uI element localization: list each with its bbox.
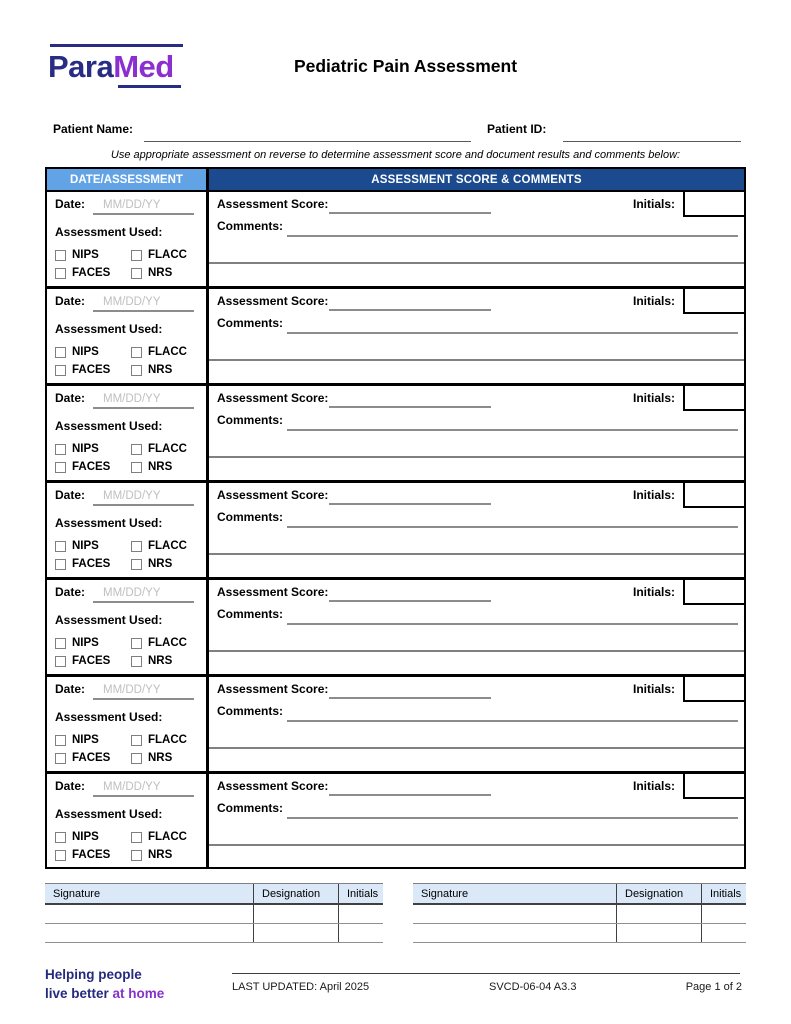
checkbox-flacc-label: FLACC	[148, 540, 187, 552]
page-title: Pediatric Pain Assessment	[293, 56, 518, 76]
checkbox-faces[interactable]	[55, 557, 110, 571]
instruction-text: Use appropriate assessment on reverse to determine assessment score and document results and comments below:	[110, 149, 681, 161]
checkbox-nrs-label: NRS	[148, 558, 173, 570]
assessment-score-label: Assessment Score:	[217, 391, 329, 405]
date-placeholder: MM/DD/YY	[103, 296, 161, 308]
initials-cell[interactable]	[338, 905, 383, 923]
date-label: Date:	[55, 197, 86, 211]
checkbox-nips[interactable]	[55, 539, 99, 553]
signature-table-header	[413, 883, 746, 905]
checkbox-flacc-label: FLACC	[148, 831, 187, 843]
checkbox-nrs[interactable]	[131, 363, 172, 377]
patient-name-field[interactable]	[144, 124, 471, 142]
date-label: Date:	[55, 779, 86, 793]
logo-text-para: Para	[48, 49, 114, 84]
assessment-used-label: Assessment Used:	[55, 516, 163, 530]
checkbox-icon[interactable]	[131, 541, 142, 552]
initials-field[interactable]	[683, 386, 744, 411]
comments-label: Comments:	[217, 510, 284, 524]
initials-label: Initials:	[632, 294, 675, 308]
checkbox-faces-label: FACES	[72, 849, 111, 861]
score-comments-cell	[209, 483, 744, 577]
comments-extra-line	[209, 359, 744, 361]
checkbox-icon[interactable]	[131, 444, 142, 455]
initials-label: Initials:	[632, 585, 675, 599]
checkbox-flacc[interactable]	[131, 345, 187, 359]
tagline	[45, 965, 164, 1003]
date-placeholder: MM/DD/YY	[103, 684, 161, 696]
checkbox-icon[interactable]	[55, 268, 66, 279]
initials-field[interactable]	[683, 483, 744, 508]
assessment-row	[47, 386, 744, 483]
checkbox-nrs[interactable]	[131, 848, 172, 862]
tagline-line1: Helping people	[45, 967, 142, 982]
patient-id-field[interactable]	[563, 124, 741, 142]
checkbox-flacc[interactable]	[131, 442, 187, 456]
assessment-score-field[interactable]	[329, 388, 491, 408]
checkbox-nrs[interactable]	[131, 266, 172, 280]
assessment-score-field[interactable]	[329, 776, 491, 796]
checkbox-nrs-label: NRS	[148, 267, 173, 279]
checkbox-faces-label: FACES	[72, 655, 111, 667]
checkbox-faces[interactable]	[55, 848, 110, 862]
assessment-row	[47, 289, 744, 386]
comments-field[interactable]	[287, 701, 738, 722]
assessment-score-label: Assessment Score:	[217, 197, 329, 211]
initials-field[interactable]	[683, 192, 744, 217]
date-label: Date:	[55, 294, 86, 308]
assessment-score-label: Assessment Score:	[217, 585, 329, 599]
score-comments-cell	[209, 289, 744, 383]
checkbox-nrs-label: NRS	[148, 364, 173, 376]
signature-row	[45, 905, 383, 924]
assessment-used-label: Assessment Used:	[55, 419, 163, 433]
checkbox-icon[interactable]	[131, 559, 142, 570]
comments-label: Comments:	[217, 704, 284, 718]
checkbox-icon[interactable]	[55, 462, 66, 473]
checkbox-icon[interactable]	[131, 735, 142, 746]
tagline-line2	[45, 984, 164, 1003]
date-field[interactable]	[93, 679, 194, 700]
assessment-score-label: Assessment Score:	[217, 682, 329, 696]
signature-table-header	[45, 883, 383, 905]
initials-column-header: Initials	[338, 884, 383, 903]
checkbox-faces[interactable]	[55, 363, 110, 377]
comments-label: Comments:	[217, 801, 284, 815]
comments-field[interactable]	[287, 313, 738, 334]
initials-label: Initials:	[632, 779, 675, 793]
checkbox-nips[interactable]	[55, 345, 99, 359]
checkbox-nrs-label: NRS	[148, 461, 173, 473]
patient-id-label: Patient ID:	[487, 122, 547, 136]
checkbox-nrs[interactable]	[131, 751, 172, 765]
initials-label: Initials:	[632, 197, 675, 211]
date-placeholder: MM/DD/YY	[103, 587, 161, 599]
date-field[interactable]	[93, 485, 194, 506]
signature-column-header: Signature	[53, 887, 101, 900]
date-field[interactable]	[93, 194, 194, 215]
signature-table-right	[413, 883, 746, 943]
checkbox-nrs[interactable]	[131, 557, 172, 571]
checkbox-flacc-label: FLACC	[148, 734, 187, 746]
comments-extra-line	[209, 456, 744, 458]
date-placeholder: MM/DD/YY	[103, 781, 161, 793]
checkbox-icon[interactable]	[55, 735, 66, 746]
initials-cell[interactable]	[701, 924, 746, 942]
date-assessment-cell	[47, 386, 209, 480]
checkbox-faces-label: FACES	[72, 558, 111, 570]
footer-last-updated: LAST UPDATED: April 2025	[232, 981, 370, 993]
assessment-row	[47, 192, 744, 289]
checkbox-icon[interactable]	[55, 541, 66, 552]
signature-table	[45, 883, 383, 943]
assessment-row	[47, 580, 744, 677]
date-assessment-cell	[47, 580, 209, 674]
checkbox-flacc[interactable]	[131, 636, 187, 650]
checkbox-nips[interactable]	[55, 442, 99, 456]
assessment-used-label: Assessment Used:	[55, 807, 163, 821]
checkbox-icon[interactable]	[131, 268, 142, 279]
designation-cell[interactable]	[253, 924, 338, 942]
date-label: Date:	[55, 488, 86, 502]
checkbox-faces-label: FACES	[72, 461, 111, 473]
checkbox-flacc[interactable]	[131, 248, 187, 262]
checkbox-flacc[interactable]	[131, 733, 187, 747]
checkbox-flacc[interactable]	[131, 539, 187, 553]
checkbox-icon[interactable]	[55, 444, 66, 455]
logo-bottom-rule	[118, 85, 181, 88]
checkbox-icon[interactable]	[131, 656, 142, 667]
checkbox-flacc-label: FLACC	[148, 443, 187, 455]
date-label: Date:	[55, 585, 86, 599]
checkbox-icon[interactable]	[55, 656, 66, 667]
signature-cell[interactable]	[413, 905, 616, 923]
checkbox-nips[interactable]	[55, 636, 99, 650]
signature-row	[413, 924, 746, 943]
assessment-used-label: Assessment Used:	[55, 322, 163, 336]
initials-label: Initials:	[632, 682, 675, 696]
signature-row	[45, 924, 383, 943]
assessment-score-field[interactable]	[329, 582, 491, 602]
designation-column-header: Designation	[616, 884, 701, 903]
checkbox-icon[interactable]	[55, 832, 66, 843]
checkbox-icon[interactable]	[131, 347, 142, 358]
footer-page-number: Page 1 of 2	[685, 981, 742, 993]
initials-cell[interactable]	[338, 924, 383, 942]
assessment-used-label: Assessment Used:	[55, 613, 163, 627]
checkbox-nrs-label: NRS	[148, 849, 173, 861]
score-comments-cell	[209, 386, 744, 480]
checkbox-faces[interactable]	[55, 266, 110, 280]
comments-extra-line	[209, 553, 744, 555]
comments-extra-line	[209, 650, 744, 652]
assessment-score-field[interactable]	[329, 485, 491, 505]
assessment-row	[47, 677, 744, 774]
initials-cell[interactable]	[701, 905, 746, 923]
checkbox-flacc-label: FLACC	[148, 346, 187, 358]
date-field[interactable]	[93, 388, 194, 409]
signature-row	[413, 905, 746, 924]
date-assessment-cell	[47, 774, 209, 867]
checkbox-nips-label: NIPS	[72, 734, 99, 746]
checkbox-nrs-label: NRS	[148, 752, 173, 764]
initials-column-header: Initials	[701, 884, 746, 903]
checkbox-icon[interactable]	[55, 559, 66, 570]
checkbox-icon[interactable]	[55, 638, 66, 649]
comments-field[interactable]	[287, 798, 738, 819]
checkbox-icon[interactable]	[131, 250, 142, 261]
checkbox-icon[interactable]	[131, 832, 142, 843]
checkbox-icon[interactable]	[55, 753, 66, 764]
date-assessment-cell	[47, 192, 209, 286]
column-header-score-comments: ASSESSMENT SCORE & COMMENTS	[209, 169, 744, 190]
signature-cell[interactable]	[45, 905, 253, 923]
score-comments-cell	[209, 774, 744, 867]
date-field[interactable]	[93, 582, 194, 603]
date-assessment-cell	[47, 289, 209, 383]
assessment-rows	[47, 192, 744, 867]
checkbox-nips[interactable]	[55, 733, 99, 747]
checkbox-icon[interactable]	[55, 365, 66, 376]
comments-field[interactable]	[287, 604, 738, 625]
assessment-score-field[interactable]	[329, 291, 491, 311]
checkbox-nrs[interactable]	[131, 654, 172, 668]
checkbox-icon[interactable]	[131, 365, 142, 376]
assessment-used-label: Assessment Used:	[55, 225, 163, 239]
checkbox-icon[interactable]	[55, 347, 66, 358]
date-placeholder: MM/DD/YY	[103, 490, 161, 502]
comments-label: Comments:	[217, 413, 284, 427]
date-field[interactable]	[93, 291, 194, 312]
checkbox-nips-label: NIPS	[72, 540, 99, 552]
footer-doc-code: SVCD-06-04 A3.3	[489, 981, 577, 993]
date-assessment-cell	[47, 483, 209, 577]
checkbox-nips-label: NIPS	[72, 346, 99, 358]
checkbox-faces-label: FACES	[72, 364, 111, 376]
initials-field[interactable]	[683, 677, 744, 702]
assessment-score-label: Assessment Score:	[217, 294, 329, 308]
comments-extra-line	[209, 844, 744, 846]
assessment-table	[45, 167, 746, 869]
checkbox-nips-label: NIPS	[72, 831, 99, 843]
checkbox-faces-label: FACES	[72, 267, 111, 279]
checkbox-icon[interactable]	[55, 250, 66, 261]
comments-label: Comments:	[217, 607, 284, 621]
designation-cell[interactable]	[253, 905, 338, 923]
tagline-line2-navy: live better	[45, 986, 113, 1001]
assessment-used-label: Assessment Used:	[55, 710, 163, 724]
checkbox-nips[interactable]	[55, 830, 99, 844]
comments-extra-line	[209, 262, 744, 264]
comments-field[interactable]	[287, 410, 738, 431]
initials-field[interactable]	[683, 289, 744, 314]
assessment-score-field[interactable]	[329, 679, 491, 699]
date-placeholder: MM/DD/YY	[103, 393, 161, 405]
column-header-date-assessment: DATE/ASSESSMENT	[47, 169, 209, 190]
checkbox-faces[interactable]	[55, 654, 110, 668]
checkbox-nips-label: NIPS	[72, 443, 99, 455]
date-placeholder: MM/DD/YY	[103, 199, 161, 211]
checkbox-faces-label: FACES	[72, 752, 111, 764]
initials-field[interactable]	[683, 774, 744, 799]
initials-label: Initials:	[632, 488, 675, 502]
signature-table-left	[45, 883, 383, 943]
logo-text-med: Med	[113, 49, 174, 84]
designation-cell[interactable]	[616, 924, 701, 942]
tagline-line2-purple: at home	[112, 986, 165, 1001]
checkbox-faces[interactable]	[55, 751, 110, 765]
signature-cell[interactable]	[413, 924, 616, 942]
checkbox-nips-label: NIPS	[72, 249, 99, 261]
date-assessment-cell	[47, 677, 209, 771]
checkbox-faces[interactable]	[55, 460, 110, 474]
assessment-table-header	[47, 169, 744, 192]
designation-column-header: Designation	[253, 884, 338, 903]
assessment-row	[47, 483, 744, 580]
logo-top-rule	[50, 44, 183, 47]
checkbox-flacc-label: FLACC	[148, 249, 187, 261]
comments-label: Comments:	[217, 316, 284, 330]
score-comments-cell	[209, 580, 744, 674]
assessment-row	[47, 774, 744, 867]
checkbox-flacc-label: FLACC	[148, 637, 187, 649]
signature-table	[413, 883, 746, 943]
signature-column-header: Signature	[421, 887, 469, 900]
checkbox-icon[interactable]	[131, 638, 142, 649]
checkbox-nrs[interactable]	[131, 460, 172, 474]
checkbox-nips[interactable]	[55, 248, 99, 262]
checkbox-icon[interactable]	[131, 753, 142, 764]
comments-label: Comments:	[217, 219, 284, 233]
assessment-score-field[interactable]	[329, 194, 491, 214]
score-comments-cell	[209, 192, 744, 286]
score-comments-cell	[209, 677, 744, 771]
signature-cell[interactable]	[45, 924, 253, 942]
patient-name-label: Patient Name:	[53, 122, 134, 136]
assessment-score-label: Assessment Score:	[217, 488, 329, 502]
checkbox-nips-label: NIPS	[72, 637, 99, 649]
date-label: Date:	[55, 682, 86, 696]
designation-cell[interactable]	[616, 905, 701, 923]
assessment-score-label: Assessment Score:	[217, 779, 329, 793]
checkbox-flacc[interactable]	[131, 830, 187, 844]
comments-field[interactable]	[287, 216, 738, 237]
checkbox-icon[interactable]	[131, 850, 142, 861]
checkbox-icon[interactable]	[55, 850, 66, 861]
checkbox-nrs-label: NRS	[148, 655, 173, 667]
date-field[interactable]	[93, 776, 194, 797]
comments-field[interactable]	[287, 507, 738, 528]
initials-field[interactable]	[683, 580, 744, 605]
checkbox-icon[interactable]	[131, 462, 142, 473]
date-label: Date:	[55, 391, 86, 405]
comments-extra-line	[209, 747, 744, 749]
footer-rule	[232, 973, 740, 974]
initials-label: Initials:	[632, 391, 675, 405]
